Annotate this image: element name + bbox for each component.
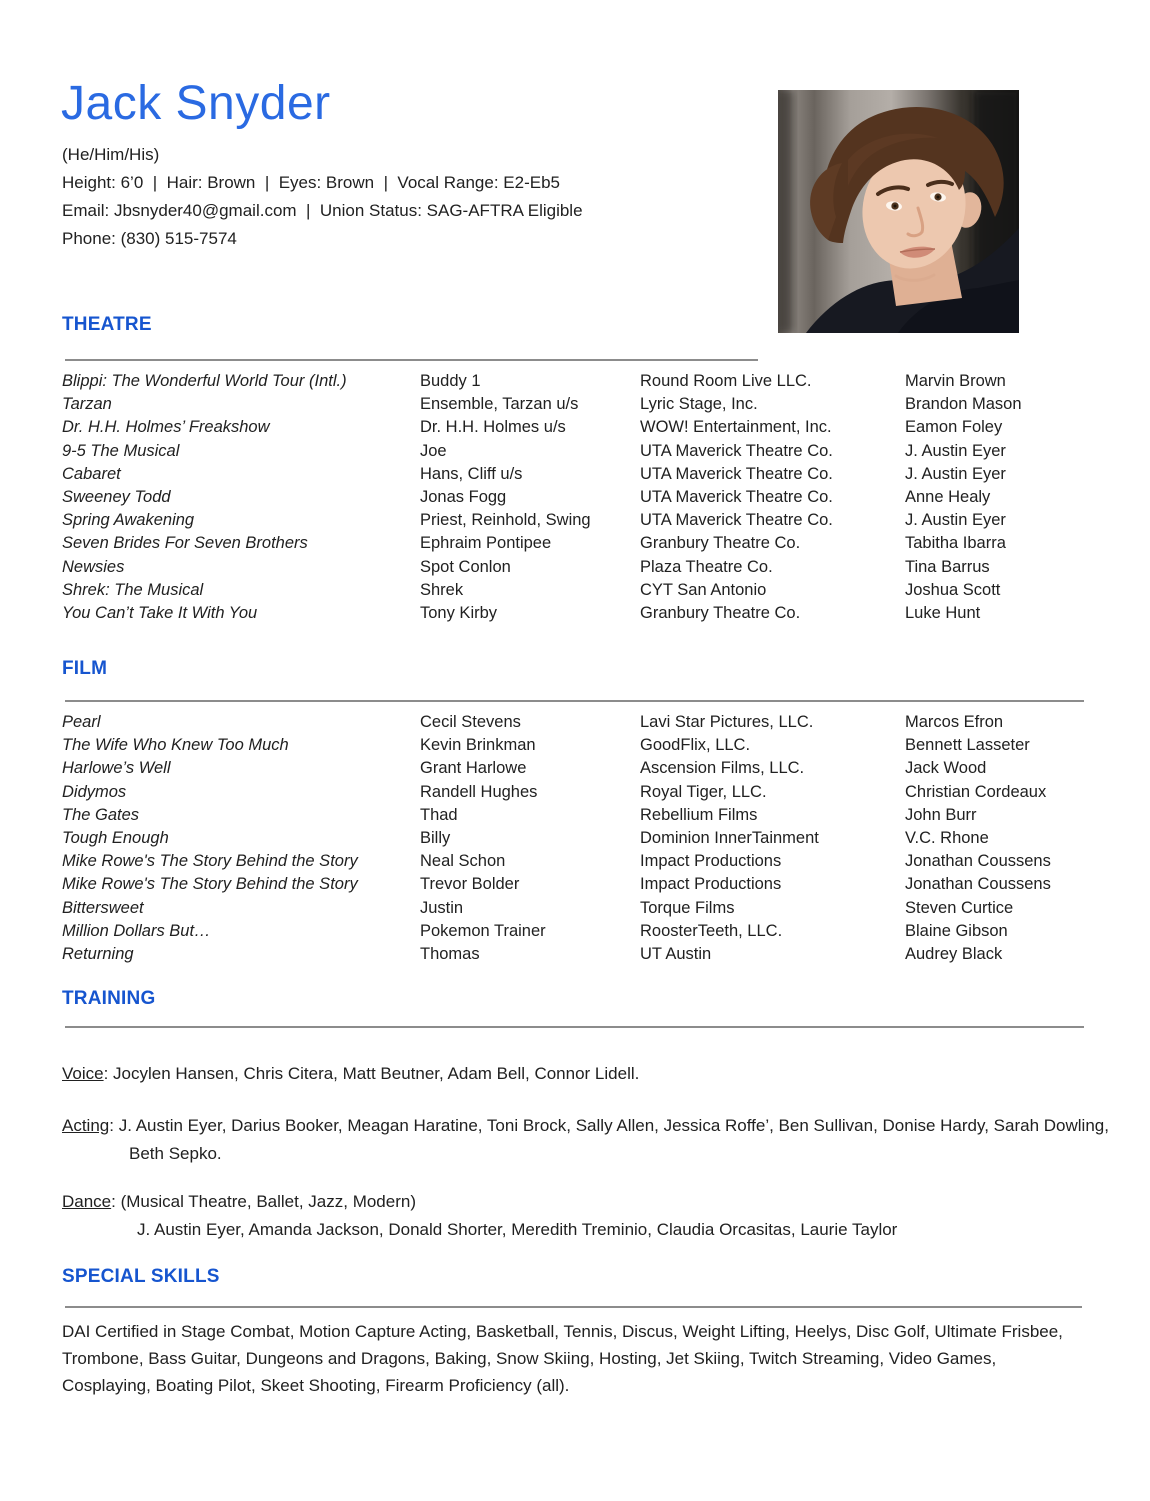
- film-credit-row: [62, 781, 1088, 804]
- director-cell: Marcos Efron: [905, 713, 1004, 731]
- director-cell: Jack Wood: [905, 759, 987, 778]
- theatre-credit-row: [62, 370, 1088, 393]
- company-cell: Plaza Theatre Co.: [640, 557, 773, 576]
- show-title-cell: Shrek: The Musical: [62, 580, 204, 599]
- director-cell: V.C. Rhone: [905, 829, 989, 848]
- film-title-cell: Mike Rowe's The Story Behind the Story: [62, 875, 358, 894]
- show-title-cell: 9-5 The Musical: [62, 441, 180, 460]
- company-cell: UTA Maverick Theatre Co.: [640, 511, 833, 530]
- company-cell: Granbury Theatre Co.: [640, 604, 801, 623]
- show-title-cell: You Can’t Take It With You: [62, 604, 258, 623]
- show-title-cell: Spring Awakening: [62, 511, 195, 530]
- director-cell: Tina Barrus: [905, 557, 990, 576]
- film-credits-table: [62, 711, 1088, 966]
- theatre-credit-row: [62, 556, 1088, 579]
- theatre-credit-row: [62, 486, 1088, 509]
- director-cell: Anne Healy: [905, 488, 991, 507]
- director-cell: Christian Cordeaux: [905, 782, 1047, 801]
- theatre-credit-row: [62, 463, 1088, 486]
- film-title-cell: Harlowe’s Well: [62, 759, 171, 778]
- show-title-cell: Tarzan: [62, 395, 112, 414]
- director-cell: Luke Hunt: [905, 604, 981, 623]
- role-cell: Tony Kirby: [420, 604, 498, 623]
- director-cell: J. Austin Eyer: [905, 511, 1006, 530]
- training-voice-entry: [62, 1060, 1129, 1088]
- role-cell: Jonas Fogg: [420, 488, 507, 507]
- contact-block: [62, 141, 583, 253]
- role-cell: Dr. H.H. Holmes u/s: [420, 418, 566, 437]
- film-credit-row: [62, 850, 1088, 873]
- stats-line: Height: 6’0 | Hair: Brown | Eyes: Brown | Vocal Range: E2-Eb5: [62, 173, 560, 192]
- section-heading-theatre: THEATRE: [62, 314, 152, 335]
- director-cell: Audrey Black: [905, 945, 1003, 964]
- film-title-cell: Bittersweet: [62, 898, 144, 917]
- role-cell: Thad: [420, 805, 458, 824]
- section-heading-special-skills: SPECIAL SKILLS: [62, 1266, 220, 1287]
- dance-instructors-text: J. Austin Eyer, Amanda Jackson, Donald Shorter, Meredith Treminio, Claudia Orcasitas, Laurie Taylor: [137, 1220, 898, 1239]
- director-cell: J. Austin Eyer: [905, 441, 1006, 460]
- special-skills-paragraph: DAI Certified in Stage Combat, Motion Capture Acting, Basketball, Tennis, Discus, Weight Lifting, Heelys, Disc Golf, Ultimate Frisbee, Trombone, Bass Guitar, Dungeons and Dragons, Baking, Snow Skiing, Hosting, Jet Skiing, Twitch Streaming, Video Games, Cosplaying, Boating Pilot, Skeet Shooting, Firearm Proficiency (all).: [62, 1322, 1063, 1395]
- role-cell: Trevor Bolder: [420, 875, 520, 894]
- film-credit-row: [62, 920, 1088, 943]
- film-title-cell: The Gates: [62, 805, 140, 824]
- show-title-cell: Sweeney Todd: [62, 488, 171, 507]
- role-cell: Billy: [420, 829, 451, 848]
- role-cell: Hans, Cliff u/s: [420, 464, 523, 483]
- role-cell: Ephraim Pontipee: [420, 534, 552, 553]
- director-cell: John Burr: [905, 805, 977, 824]
- divider-film: [65, 700, 1084, 702]
- company-cell: Royal Tiger, LLC.: [640, 782, 767, 801]
- section-heading-film: FILM: [62, 658, 108, 679]
- film-title-cell: Didymos: [62, 782, 127, 801]
- film-title-cell: The Wife Who Knew Too Much: [62, 736, 289, 755]
- director-cell: Jonathan Coussens: [905, 875, 1051, 894]
- show-title-cell: Dr. H.H. Holmes’ Freakshow: [62, 418, 270, 437]
- company-cell: Granbury Theatre Co.: [640, 534, 801, 553]
- theatre-credit-row: [62, 416, 1088, 439]
- dance-label: Dance: [62, 1192, 112, 1211]
- film-title-cell: Tough Enough: [62, 829, 169, 848]
- role-cell: Justin: [420, 898, 464, 917]
- theatre-credit-row: [62, 393, 1088, 416]
- role-cell: Spot Conlon: [420, 557, 511, 576]
- role-cell: Priest, Reinhold, Swing: [420, 511, 591, 530]
- film-credit-row: [62, 827, 1088, 850]
- film-credit-row: [62, 943, 1088, 966]
- film-credit-row: [62, 757, 1088, 780]
- section-heading-training: TRAINING: [62, 988, 156, 1009]
- divider-theatre: [65, 359, 758, 361]
- acting-text: : J. Austin Eyer, Darius Booker, Meagan Haratine, Toni Brock, Sally Allen, Jessica Roffe’, Ben Sullivan, Donise Hardy, Sarah Dowling, Beth Sepko.: [109, 1116, 1109, 1163]
- film-title-cell: Mike Rowe's The Story Behind the Story: [62, 852, 358, 871]
- show-title-cell: Blippi: The Wonderful World Tour (Intl.): [62, 372, 347, 390]
- director-cell: Blaine Gibson: [905, 921, 1008, 940]
- director-cell: Brandon Mason: [905, 395, 1022, 414]
- role-cell: Joe: [420, 441, 447, 460]
- company-cell: UTA Maverick Theatre Co.: [640, 441, 833, 460]
- director-cell: Joshua Scott: [905, 580, 1001, 599]
- company-cell: Dominion InnerTainment: [640, 829, 819, 848]
- role-cell: Ensemble, Tarzan u/s: [420, 395, 579, 414]
- theatre-credit-row: [62, 509, 1088, 532]
- company-cell: UT Austin: [640, 945, 712, 964]
- director-cell: Marvin Brown: [905, 372, 1006, 390]
- voice-text: : Jocylen Hansen, Chris Citera, Matt Beutner, Adam Bell, Connor Lidell.: [103, 1064, 640, 1083]
- film-credit-row: [62, 804, 1088, 827]
- role-cell: Cecil Stevens: [420, 713, 521, 731]
- phone-line: Phone: (830) 515-7574: [62, 229, 237, 248]
- theatre-credits-table: [62, 370, 1088, 625]
- film-credit-row: [62, 897, 1088, 920]
- company-cell: Lyric Stage, Inc.: [640, 395, 758, 414]
- director-cell: J. Austin Eyer: [905, 464, 1006, 483]
- company-cell: Impact Productions: [640, 875, 782, 894]
- training-acting-entry: [62, 1112, 1129, 1168]
- show-title-cell: Newsies: [62, 557, 125, 576]
- role-cell: Thomas: [420, 945, 480, 964]
- director-cell: Eamon Foley: [905, 418, 1003, 437]
- company-cell: UTA Maverick Theatre Co.: [640, 464, 833, 483]
- email-union-line: Email: Jbsnyder40@gmail.com | Union Status: SAG-AFTRA Eligible: [62, 201, 583, 220]
- page-title: Jack Snyder: [61, 77, 331, 130]
- role-cell: Neal Schon: [420, 852, 506, 871]
- show-title-cell: Cabaret: [62, 464, 121, 483]
- theatre-credit-row: [62, 440, 1088, 463]
- divider-training: [65, 1026, 1084, 1028]
- film-title-cell: Returning: [62, 945, 134, 964]
- training-dance-entry: [62, 1188, 1129, 1244]
- film-credit-row: [62, 711, 1088, 734]
- director-cell: Steven Curtice: [905, 898, 1014, 917]
- company-cell: Ascension Films, LLC.: [640, 759, 805, 778]
- role-cell: Shrek: [420, 580, 464, 599]
- film-credit-row: [62, 873, 1088, 896]
- theatre-credit-row: [62, 532, 1088, 555]
- film-title-cell: Pearl: [62, 713, 101, 731]
- role-cell: Pokemon Trainer: [420, 921, 546, 940]
- company-cell: CYT San Antonio: [640, 580, 767, 599]
- director-cell: Bennett Lasseter: [905, 736, 1030, 755]
- acting-label: Acting: [62, 1116, 110, 1135]
- role-cell: Buddy 1: [420, 372, 481, 390]
- show-title-cell: Seven Brides For Seven Brothers: [62, 534, 308, 553]
- dance-styles-text: : (Musical Theatre, Ballet, Jazz, Modern): [111, 1192, 416, 1211]
- company-cell: Rebellium Films: [640, 805, 758, 824]
- director-cell: Jonathan Coussens: [905, 852, 1051, 871]
- film-title-cell: Million Dollars But…: [62, 921, 211, 940]
- theatre-credit-row: [62, 602, 1088, 625]
- pronouns-line: (He/Him/His): [62, 145, 160, 164]
- role-cell: Grant Harlowe: [420, 759, 527, 778]
- role-cell: Randell Hughes: [420, 782, 538, 801]
- voice-label: Voice: [62, 1064, 104, 1083]
- theatre-credit-row: [62, 579, 1088, 602]
- company-cell: Lavi Star Pictures, LLC.: [640, 713, 814, 731]
- company-cell: RoosterTeeth, LLC.: [640, 921, 783, 940]
- company-cell: UTA Maverick Theatre Co.: [640, 488, 833, 507]
- divider-special-skills: [65, 1306, 1082, 1308]
- company-cell: Impact Productions: [640, 852, 782, 871]
- director-cell: Tabitha Ibarra: [905, 534, 1006, 553]
- company-cell: Round Room Live LLC.: [640, 372, 812, 390]
- film-credit-row: [62, 734, 1088, 757]
- company-cell: Torque Films: [640, 898, 735, 917]
- company-cell: WOW! Entertainment, Inc.: [640, 418, 832, 437]
- company-cell: GoodFlix, LLC.: [640, 736, 751, 755]
- headshot-photo: [778, 90, 1019, 333]
- role-cell: Kevin Brinkman: [420, 736, 536, 755]
